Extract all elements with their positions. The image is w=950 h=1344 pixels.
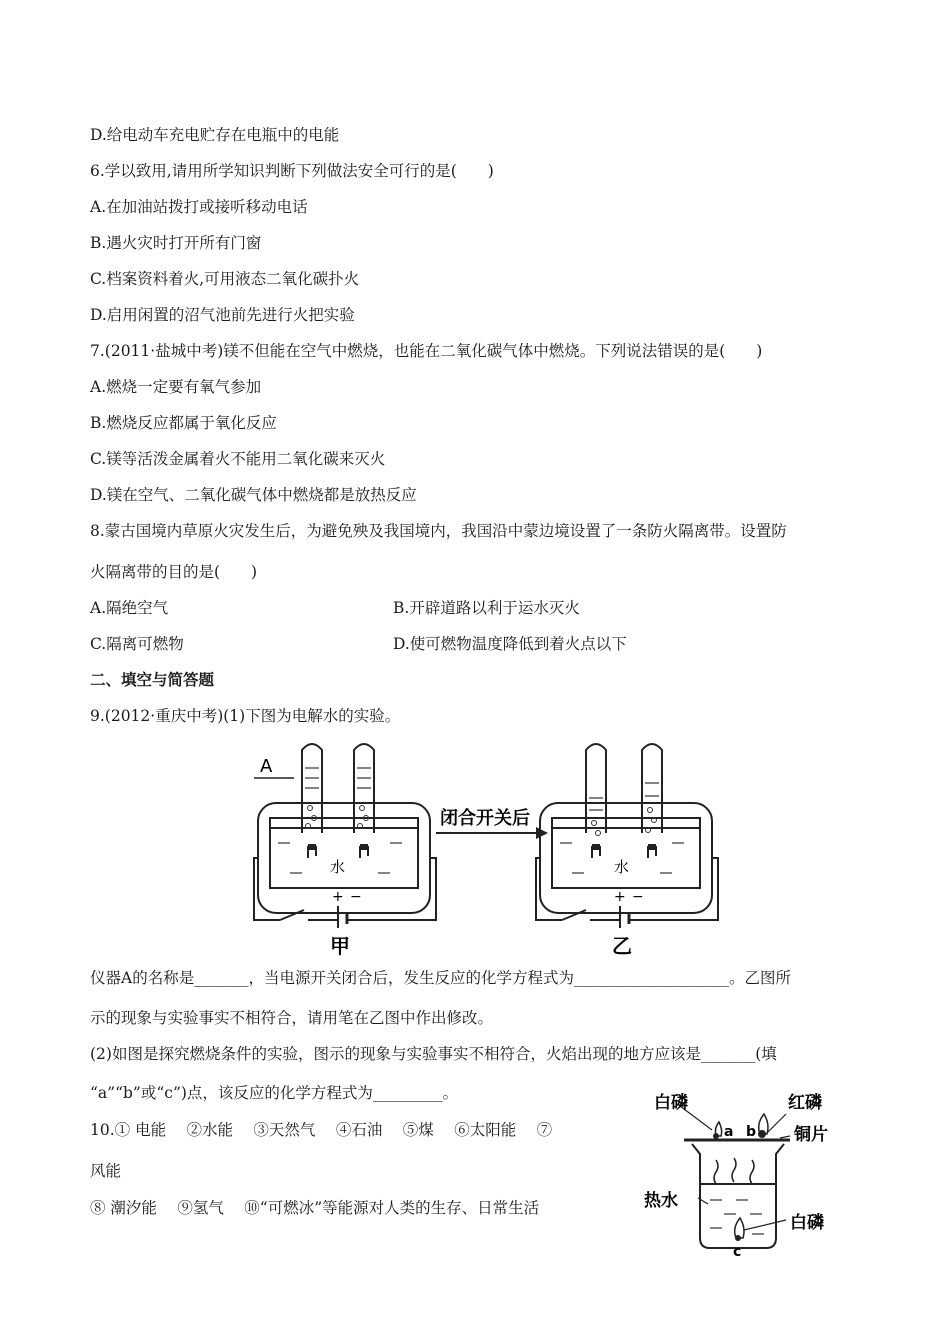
question-8-line2: 火隔离带的目的是( ) (90, 563, 258, 581)
minus-left: − (350, 889, 362, 905)
plus-left: + (332, 889, 344, 905)
caption-yi: 乙 (612, 934, 632, 958)
option-a-q6: A.在加油站拨打或接听移动电话 (90, 198, 308, 216)
arrow-caption: 闭合开关后 (440, 808, 530, 829)
question-9-text-2: 示的现象与实验事实不相符合，请用笔在乙图中作出修改。 (90, 1009, 494, 1027)
option-c-q6: C.档案资料着火,可用液态二氧化碳扑火 (90, 270, 360, 288)
option-d-q7: D.镁在空气、二氧化碳气体中燃烧都是放热反应 (90, 486, 417, 504)
question-8-line1: 8.蒙古国境内草原火灾发生后，为避免殃及我国境内，我国沿中蒙边境设置了一条防火隔离带。设置防 (90, 522, 787, 540)
question-9-part2-1: (2)如图是探究燃烧条件的实验，图示的现象与实验事实不相符合，火焰出现的地方应该是_______(填 (90, 1045, 777, 1063)
question-9-part2-2: “a”“b”或“c”)点，该反应的化学方程式为_________。 (90, 1084, 459, 1102)
label-copper: 铜片 (794, 1125, 828, 1145)
label-point-b: b (746, 1124, 757, 1140)
option-a-q8: A.隔绝空气 (90, 599, 169, 617)
caption-jia: 甲 (330, 934, 350, 958)
label-white-p-top: 白磷 (654, 1093, 688, 1113)
minus-right: − (632, 889, 644, 905)
label-point-a: a (724, 1124, 734, 1140)
label-a: A (260, 756, 273, 777)
combustion-figure (640, 1088, 852, 1258)
plus-right: + (614, 889, 626, 905)
water-label-right: 水 (614, 858, 630, 876)
option-b-q6: B.遇火灾时打开所有门窗 (90, 234, 262, 252)
electrolysis-figure (250, 738, 720, 960)
water-label-left: 水 (330, 858, 346, 876)
question-10-line1: 10.① 电能 ②水能 ③天然气 ④石油 ⑤煤 ⑥太阳能 ⑦ (90, 1121, 553, 1139)
question-7: 7.(2011·盐城中考)镁不但能在空气中燃烧，也能在二氧化碳气体中燃烧。下列说法错误的是( ) (90, 342, 763, 360)
label-hot-water: 热水 (644, 1191, 678, 1211)
section-title: 二、填空与简答题 (90, 671, 215, 689)
option-b-q7: B.燃烧反应都属于氧化反应 (90, 414, 277, 432)
label-red-p: 红磷 (788, 1093, 822, 1113)
option-a-q7: A.燃烧一定要有氧气参加 (90, 378, 262, 396)
label-point-c: c (733, 1244, 742, 1258)
option-d-q6: D.启用闲置的沼气池前先进行火把实验 (90, 306, 355, 324)
label-white-p-bottom: 白磷 (790, 1213, 824, 1233)
option-d-q8: D.使可燃物温度降低到着火点以下 (393, 635, 627, 653)
question-9-text-1: 仪器A的名称是_______，当电源开关闭合后，发生反应的化学方程式为____________________。乙图所 (90, 969, 791, 987)
option-b-q8: B.开辟道路以利于运水灭火 (393, 599, 580, 617)
option-c-q8: C.隔离可燃物 (90, 635, 184, 653)
option-c-q7: C.镁等活泼金属着火不能用二氧化碳来灭火 (90, 450, 386, 468)
option-d-q5: D.给电动车充电贮存在电瓶中的电能 (90, 126, 340, 144)
question-10-line2: 风能 (90, 1162, 122, 1180)
question-10-line3: ⑧ 潮汐能 ⑨氢气 ⑩“可燃冰”等能源对人类的生存、日常生活 (90, 1199, 540, 1217)
question-9-intro: 9.(2012·重庆中考)(1)下图为电解水的实验。 (90, 707, 401, 725)
question-6: 6.学以致用,请用所学知识判断下列做法安全可行的是( ) (90, 162, 494, 180)
